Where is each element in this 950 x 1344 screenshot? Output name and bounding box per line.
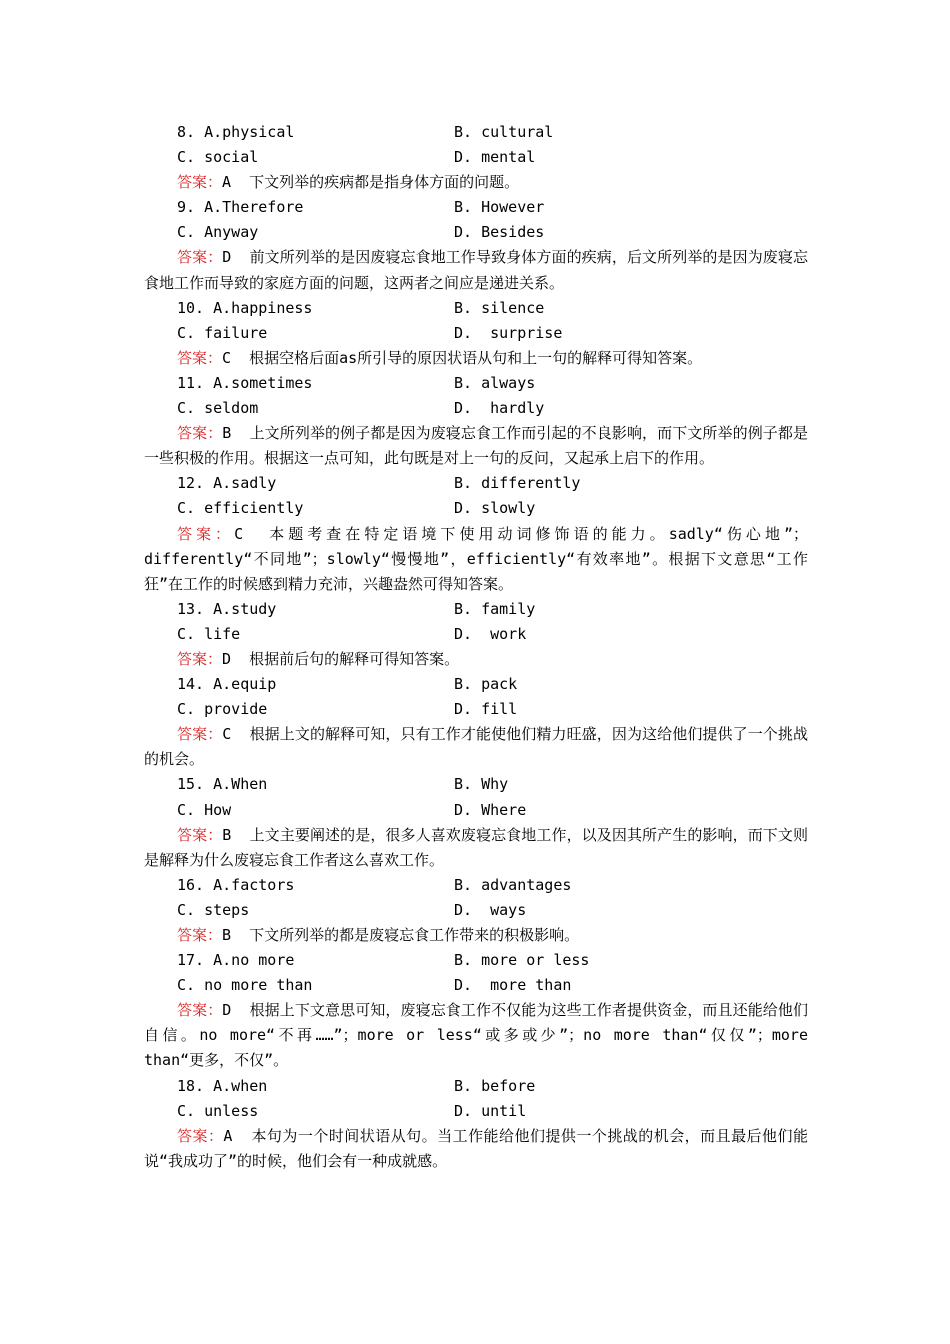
answer-text: C 根据空格后面as所引导的原因状语从句和上一句的解释可得知答案。 — [222, 348, 703, 367]
answer-text: D 根据上下文意思可知，废寝忘食工作不仅能为这些工作者提供资金，而且还能给他们自信。no more“不再……”；more or less“或多或少”；no more than“仅仅”；more than“更多，不仅”。 — [144, 1001, 818, 1070]
option-row — [144, 798, 808, 823]
question-block — [144, 672, 808, 772]
answer-explanation — [144, 722, 808, 772]
option-a: 8. A.physical — [177, 123, 295, 141]
option-row — [144, 772, 808, 797]
option-a: 9. A.Therefore — [177, 198, 304, 217]
question-block — [144, 597, 808, 672]
answer-explanation — [144, 421, 808, 471]
answer-text: D 前文所列举的是因废寝忘食地工作导致身体方面的疾病，后文所列举的是因为废寝忘食地工作而导致的家庭方面的问题，这两者之间应是递进关系。 — [144, 248, 808, 292]
option-b: B. advantages — [454, 875, 572, 894]
option-a: 12. A.sadly — [177, 474, 277, 493]
question-block — [144, 120, 808, 195]
answer-label: 答案： — [177, 524, 235, 543]
option-b: B. differently — [454, 474, 581, 493]
answer-text: D 根据前后句的解释可得知答案。 — [222, 649, 460, 668]
option-row — [144, 622, 808, 647]
option-c: C. social — [177, 148, 259, 167]
option-a: 11. A.sometimes — [177, 373, 313, 392]
answer-label: 答案： — [177, 1126, 224, 1145]
answer-label: 答案： — [177, 248, 223, 267]
option-d: D. ways — [454, 900, 527, 919]
option-c: C. life — [177, 624, 241, 643]
answer-text: A 本句为一个时间状语从句。当工作能给他们提供一个挑战的机会，而且最后他们能说“我成功了”的时候，他们会有一种成就感。 — [144, 1126, 808, 1170]
answer-text: A 下文列举的疾病都是指身体方面的问题。 — [222, 173, 520, 192]
answer-text: B 下文所列举的都是废寝忘食工作带来的积极影响。 — [222, 926, 580, 944]
option-a: 13. A.study — [177, 599, 277, 618]
answer-label: 答案： — [177, 348, 223, 367]
question-block — [144, 371, 808, 471]
option-b: B. pack — [454, 675, 518, 694]
option-b: B. before — [454, 1076, 536, 1095]
option-row — [144, 195, 808, 220]
question-block — [144, 471, 808, 596]
answer-explanation — [144, 923, 808, 948]
option-row — [144, 948, 808, 973]
answer-label: 答案： — [177, 649, 223, 668]
question-block — [144, 296, 808, 371]
option-row — [144, 396, 808, 421]
option-d: D. hardly — [454, 399, 545, 418]
answer-label: 答案： — [177, 926, 223, 944]
option-row — [144, 672, 808, 697]
option-d: D. Besides — [454, 223, 545, 242]
option-b: B. silence — [454, 298, 545, 317]
option-a: 15. A.When — [177, 775, 268, 794]
answer-label: 答案： — [177, 725, 223, 744]
option-b: B. However — [454, 198, 545, 217]
answer-text: B 上文主要阐述的是，很多人喜欢废寝忘食地工作，以及因其所产生的影响，而下文则是解释为什么废寝忘食工作者这么喜欢工作。 — [144, 825, 808, 869]
answer-explanation — [144, 1124, 808, 1174]
option-a: 17. A.no more — [177, 951, 295, 970]
option-row — [144, 471, 808, 496]
option-row — [144, 321, 808, 346]
answer-explanation — [144, 522, 808, 597]
answer-explanation — [144, 346, 808, 371]
option-row — [144, 898, 808, 923]
answer-text: B 上文所列举的例子都是因为废寝忘食工作而引起的不良影响，而下文所举的例子都是一些积极的作用。根据这一点可知，此句既是对上一句的反问，又起承上启下的作用。 — [144, 424, 808, 468]
option-row — [144, 697, 808, 722]
option-b: B. cultural — [454, 123, 554, 141]
option-d: D. until — [454, 1101, 527, 1120]
option-a: 18. A.when — [177, 1076, 268, 1095]
option-row — [144, 1099, 808, 1124]
option-c: C. seldom — [177, 399, 259, 418]
option-d: D. mental — [454, 148, 536, 167]
question-block — [144, 948, 818, 1073]
option-row — [144, 145, 808, 170]
answer-explanation — [144, 998, 818, 1073]
answer-explanation — [144, 647, 808, 672]
option-d: D. slowly — [454, 499, 536, 518]
answer-explanation — [144, 245, 808, 295]
option-c: C. unless — [177, 1101, 259, 1120]
option-d: D. fill — [454, 700, 518, 719]
option-d: D. more than — [454, 976, 572, 995]
option-b: B. more or less — [454, 951, 590, 970]
option-d: D. surprise — [454, 323, 563, 342]
option-row — [144, 597, 808, 622]
question-block — [144, 1074, 808, 1174]
option-row — [144, 496, 808, 521]
answer-label: 答案： — [177, 825, 223, 844]
option-c: C. efficiently — [177, 499, 304, 518]
option-b: B. Why — [454, 775, 509, 794]
option-c: C. no more than — [177, 976, 313, 995]
option-b: B. always — [454, 373, 536, 392]
question-block — [144, 772, 808, 872]
answer-text: C 本题考查在特定语境下使用动词修饰语的能力。sadly“伤心地”；differently“不同地”；slowly“慢慢地”，efficiently“有效率地”。根据下文意思“工作狂”在工作的时候感到精力充沛，兴趣盎然可得知答案。 — [144, 524, 808, 593]
option-row — [144, 371, 808, 396]
option-d: D. work — [454, 624, 527, 643]
answer-label: 答案： — [177, 173, 223, 192]
question-block — [144, 195, 808, 295]
answer-label: 答案： — [177, 1001, 223, 1020]
answer-text: C 根据上文的解释可知，只有工作才能使他们精力旺盛，因为这给他们提供了一个挑战的机会。 — [144, 725, 808, 769]
answer-explanation — [144, 823, 808, 873]
option-row — [144, 296, 808, 321]
option-d: D. Where — [454, 800, 527, 819]
answer-explanation — [144, 170, 808, 195]
option-a: 14. A.equip — [177, 675, 277, 694]
option-row — [144, 120, 808, 145]
question-block — [144, 873, 808, 948]
option-a: 10. A.happiness — [177, 298, 313, 317]
option-b: B. family — [454, 599, 536, 618]
option-row — [144, 220, 808, 245]
option-row — [144, 873, 808, 898]
option-c: C. provide — [177, 700, 268, 719]
option-a: 16. A.factors — [177, 875, 295, 894]
option-row — [144, 973, 808, 998]
option-c: C. failure — [177, 323, 268, 342]
option-row — [144, 1074, 808, 1099]
question-list — [144, 120, 818, 1174]
answer-label: 答案： — [177, 424, 223, 443]
option-c: C. Anyway — [177, 223, 259, 242]
option-c: C. How — [177, 800, 232, 819]
option-c: C. steps — [177, 900, 250, 919]
